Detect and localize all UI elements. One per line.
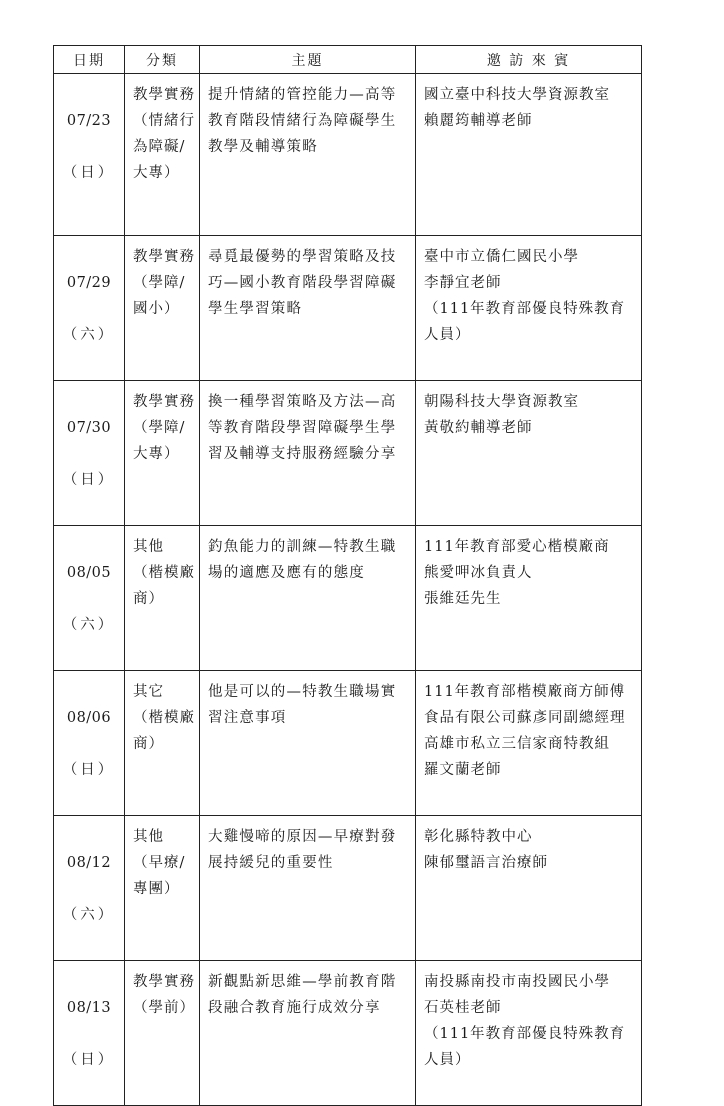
topic-text: 尋覓最優勢的學習策略及技巧—國小教育階段學習障礙學生學習策略 <box>208 249 397 317</box>
guest-text: 國立臺中科技大學資源教室 賴麗筠輔導老師 <box>424 87 610 129</box>
topic-text: 換一種學習策略及方法—高等教育階段學習障礙學生學習及輔導支持服務經驗分享 <box>208 394 397 462</box>
guest-cell <box>416 236 642 381</box>
category-text: 其他 （楷模廠商） <box>133 539 195 607</box>
guest-text: 彰化縣特教中心 陳郁璽語言治療師 <box>424 829 548 871</box>
category-cell <box>125 236 200 381</box>
weekday-text: （日） <box>62 1052 116 1068</box>
guest-text: 朝陽科技大學資源教室 黃敬約輔導老師 <box>424 394 579 436</box>
weekday-text: （日） <box>62 472 116 488</box>
topic-text: 釣魚能力的訓練—特教生職場的適應及應有的態度 <box>208 539 397 581</box>
category-text: 教學實務（學障/大專） <box>133 394 195 462</box>
guest-text: 111年教育部楷模廠商方師傅食品有限公司蘇彥同副總經理 高雄市私立三信家商特教組 羅文蘭老師 <box>424 684 626 778</box>
table-row <box>54 74 642 236</box>
table-row <box>54 961 642 1106</box>
category-text: 教學實務（學障/國小） <box>133 249 195 317</box>
weekday-text: （日） <box>62 165 116 181</box>
date-cell <box>54 961 125 1106</box>
topic-cell <box>200 381 416 526</box>
table-row <box>54 671 642 816</box>
weekday-text: （六） <box>62 617 116 633</box>
table-row <box>54 236 642 381</box>
guest-cell <box>416 961 642 1106</box>
category-cell <box>125 74 200 236</box>
guest-cell <box>416 381 642 526</box>
header-category: 分類 <box>125 46 200 74</box>
table-row <box>54 381 642 526</box>
date-text: 07/29 <box>66 275 112 291</box>
category-cell <box>125 816 200 961</box>
topic-cell <box>200 671 416 816</box>
guest-text: 111年教育部愛心楷模廠商 熊愛呷冰負責人 張維廷先生 <box>424 539 610 607</box>
guest-text: 南投縣南投市南投國民小學 石英桂老師 （111年教育部優良特殊教育人員） <box>424 974 626 1068</box>
date-text: 08/06 <box>66 710 112 726</box>
guest-text: 臺中市立僑仁國民小學 李靜宜老師 （111年教育部優良特殊教育人員） <box>424 249 626 343</box>
date-text: 08/12 <box>66 855 112 871</box>
category-cell <box>125 381 200 526</box>
category-cell <box>125 961 200 1106</box>
date-cell <box>54 526 125 671</box>
schedule-table <box>53 45 642 1106</box>
category-text: 其他 （早療/專團） <box>133 829 186 897</box>
weekday-text: （日） <box>62 762 116 778</box>
category-text: 其它 （楷模廠商） <box>133 684 195 752</box>
table-row <box>54 816 642 961</box>
date-text: 08/05 <box>66 565 112 581</box>
date-text: 07/23 <box>66 113 112 129</box>
table-body <box>54 74 642 1106</box>
guest-cell <box>416 526 642 671</box>
header-topic: 主題 <box>200 46 416 74</box>
category-text: 教學實務（學前） <box>133 974 195 1016</box>
date-cell <box>54 236 125 381</box>
guest-cell <box>416 74 642 236</box>
date-cell <box>54 381 125 526</box>
weekday-text: （六） <box>62 907 116 923</box>
topic-text: 大雞慢啼的原因—早療對發展持緩兒的重要性 <box>208 829 397 871</box>
header-guest: 邀 訪 來 賓 <box>416 46 642 74</box>
weekday-text: （六） <box>62 327 116 343</box>
table-row <box>54 526 642 671</box>
category-text: 教學實務（情緒行為障礙/大專） <box>133 87 195 181</box>
topic-cell <box>200 526 416 671</box>
date-text: 08/13 <box>66 1000 112 1016</box>
topic-cell <box>200 74 416 236</box>
date-text: 07/30 <box>66 420 112 436</box>
guest-cell <box>416 816 642 961</box>
topic-cell <box>200 961 416 1106</box>
date-cell <box>54 671 125 816</box>
category-cell <box>125 526 200 671</box>
topic-text: 新觀點新思維—學前教育階段融合教育施行成效分享 <box>208 974 397 1016</box>
guest-cell <box>416 671 642 816</box>
topic-cell <box>200 816 416 961</box>
topic-text: 他是可以的—特教生職場實習注意事項 <box>208 684 397 726</box>
topic-text: 提升情緒的管控能力—高等教育階段情緒行為障礙學生教學及輔導策略 <box>208 87 397 155</box>
date-cell <box>54 74 125 236</box>
header-date: 日期 <box>54 46 125 74</box>
category-cell <box>125 671 200 816</box>
topic-cell <box>200 236 416 381</box>
date-cell <box>54 816 125 961</box>
table-header <box>54 46 642 74</box>
header-row <box>54 46 642 74</box>
